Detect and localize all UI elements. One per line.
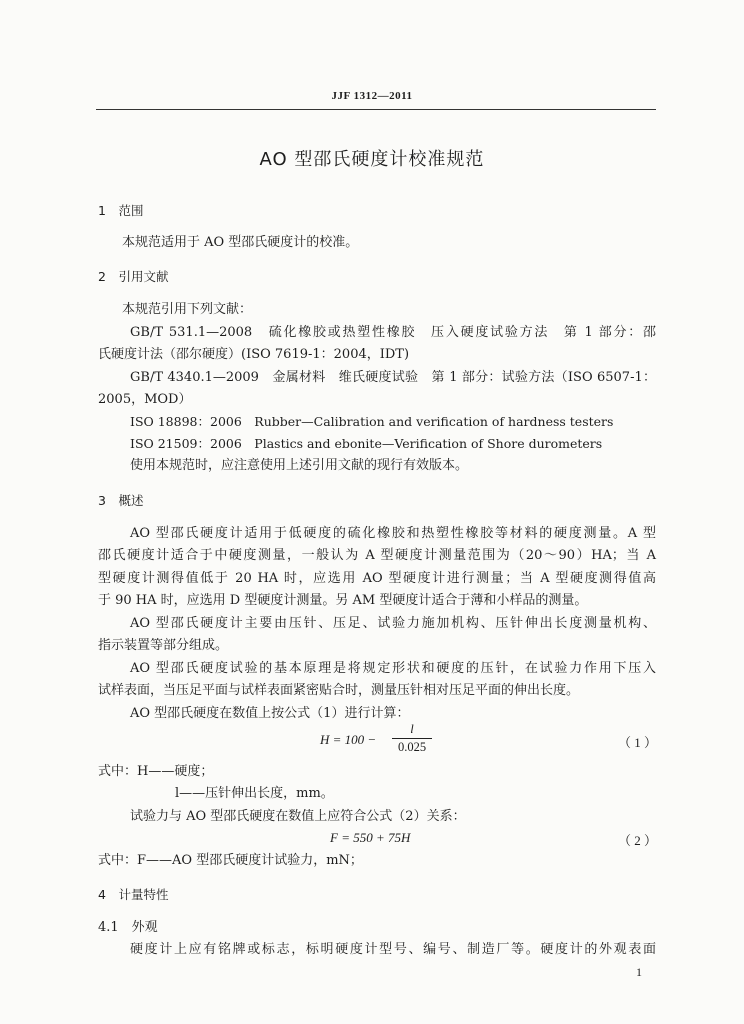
header-code: JJF 1312—2011 [331, 90, 413, 102]
overview-p4: AO 型邵氏硬度在数值上按公式（1）进行计算： [130, 706, 410, 721]
reference-1-line-1: GB/T 531.1—2008 硫化橡胶或热塑性橡胶 压入硬度试验方法 第 1 部分：邵 [130, 325, 656, 340]
overview-p5: 试验力与 AO 型邵氏硬度在数值上应符合公式（2）关系： [130, 809, 466, 824]
overview-p3-line-2: 试样表面，当压足平面与试样表面紧密贴合时，测量压针相对压足平面的伸出长度。 [98, 683, 580, 698]
overview-p2-line-2: 指示装置等部分组成。 [98, 638, 229, 653]
page-title: AO 型邵氏硬度计校准规范 [259, 149, 485, 170]
overview-p1-line-2: 邵氏硬度计适合于中硬度测量，一般认为 A 型硬度计测量范围为（20～90）HA；当 A [98, 548, 656, 563]
reference-2-line-2: 2005，MOD） [98, 392, 192, 407]
section-1-paragraph: 本规范适用于 AO 型邵氏硬度计的校准。 [122, 235, 359, 250]
overview-p2-line-1: AO 型邵氏硬度计主要由压针、压足、试验力施加机构、压针伸出长度测量机构、 [130, 616, 656, 631]
equation-1-number: （ 1 ） [618, 735, 658, 750]
section-4-heading: 4 计量特性 [98, 887, 169, 902]
section-2-heading: 2 引用文献 [98, 269, 169, 284]
equation-2-where-f: 式中：F——AO 型邵氏硬度计试验力，mN； [98, 853, 363, 868]
equation-1-numerator: l [410, 722, 414, 736]
reference-3: ISO 18898：2006 Rubber—Calibration and verification of hardness testers [130, 414, 614, 429]
equation-1-lhs: H = 100 − [320, 732, 377, 747]
reference-note: 使用本规范时，应注意使用上述引用文献的现行有效版本。 [130, 458, 469, 473]
section-1-heading: 1 范围 [98, 203, 144, 218]
fraction-bar [392, 738, 432, 739]
section-3-heading: 3 概述 [98, 493, 144, 508]
section-4-1-paragraph: 硬度计上应有铭牌或标志，标明硬度计型号、编号、制造厂等。硬度计的外观表面 [130, 942, 656, 957]
reference-4: ISO 21509：2006 Plastics and ebonite—Verification of Shore durometers [130, 436, 603, 451]
equation-1-fraction [392, 722, 432, 755]
overview-p1-line-1: AO 型邵氏硬度计适用于低硬度的硫化橡胶和热塑性橡胶等材料的硬度测量。A 型 [130, 526, 656, 541]
equation-1-where-l: l——压针伸出长度，mm。 [175, 786, 334, 801]
equation-1-denominator: 0.025 [397, 740, 427, 754]
overview-p1-line-4: 于 90 HA 时，应选用 D 型硬度计测量。另 AM 型硬度计适合于薄和小样品的测量。 [98, 593, 588, 608]
equation-1-where-h: 式中：H——硬度； [98, 764, 214, 779]
reference-2-line-1: GB/T 4340.1—2009 金属材料 维氏硬度试验 第 1 部分：试验方法（ISO 6507-1： [130, 370, 656, 385]
reference-1-line-2: 氏硬度计法（邵尔硬度）(ISO 7619-1：2004，IDT) [98, 347, 410, 362]
equation-2-number: （ 2 ） [618, 833, 658, 848]
page-number: 1 [636, 965, 642, 979]
equation-2: F = 550 + 75H [330, 830, 411, 845]
overview-p1-line-3: 型硬度计测得值低于 20 HA 时，应选用 AO 型硬度计进行测量；当 A 型硬度测得值高 [98, 571, 656, 586]
section-4-1-heading: 4.1 外观 [98, 920, 158, 935]
overview-p3-line-1: AO 型邵氏硬度试验的基本原理是将规定形状和硬度的压针，在试验力作用下压入 [130, 661, 656, 676]
section-2-intro: 本规范引用下列文献： [122, 302, 253, 317]
header-rule [96, 109, 656, 110]
